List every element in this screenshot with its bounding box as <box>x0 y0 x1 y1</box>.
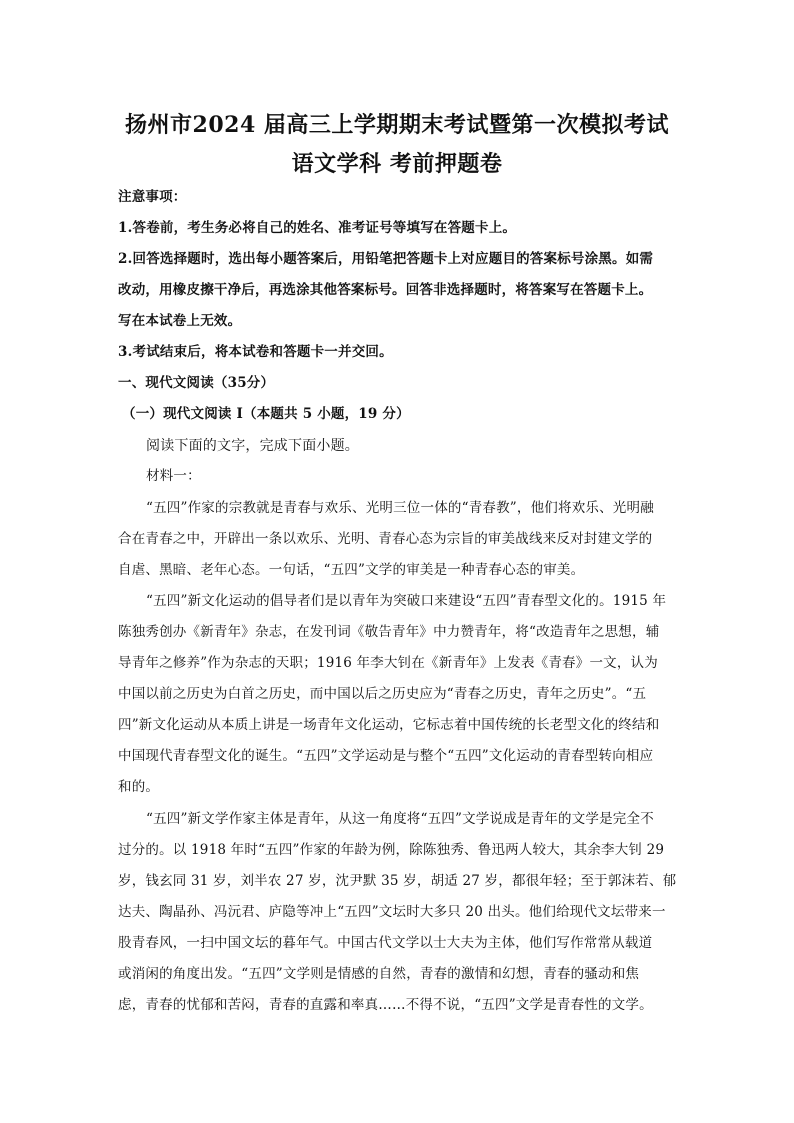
notice-line: 改动，用橡皮擦干净后，再选涂其他答案标号。回答非选择题时，将答案写在答题卡上。 <box>118 282 653 298</box>
paragraph-line: 合在青春之中，开辟出一条以欢乐、光明、青春心态为宗旨的审美战线来反对封建文学的 <box>118 531 653 547</box>
paragraph-line: “五四”作家的宗教就是青春与欢乐、光明三位一体的“青春教”，他们将欢乐、光明融 <box>146 500 654 516</box>
exam-subtitle: 语文学科 考前押题卷 <box>291 151 503 177</box>
paragraph-line: 中国以前之历史为白首之历史，而中国以后之历史应为“青春之历史，青年之历史”。“五 <box>118 686 647 702</box>
paragraph-line: 和的。 <box>118 779 160 795</box>
paragraph-line: 或消闲的角度出发。“五四”文学则是情感的自然，青春的激情和幻想，青春的骚动和焦 <box>118 966 640 982</box>
paragraph-line: 股青春风，一扫中国文坛的暮年气。中国古代文学以士大夫为主体，他们写作常常从载道 <box>118 935 653 951</box>
paragraph-line: “五四”新文学作家主体是青年，从这一角度将“五四”文学说成是青年的文学是完全不 <box>146 811 654 827</box>
paragraph-line: 岁，钱玄同 31 岁，刘半农 27 岁，沈尹默 35 岁，胡适 27 岁，都很年轻；至于郭沫若、郁 <box>118 873 677 889</box>
notice-line: 3.考试结束后，将本试卷和答题卡一并交回。 <box>118 344 393 360</box>
notice-line: 2.回答选择题时，选出每小题答案后，用铅笔把答题卡上对应题目的答案标号涂黑。如需 <box>118 251 654 267</box>
paragraph-line: 达夫、陶晶孙、冯沅君、庐隐等冲上“五四”文坛时大多只 20 出头。他们给现代文坛带来一 <box>118 904 666 920</box>
paragraph-line: 陈独秀创办《新青年》杂志，在发刊词《敬告青年》中力赞青年，将“改造青年之思想，辅 <box>118 624 660 640</box>
paragraph-line: 虑，青春的忧郁和苦闷，青春的直露和率真……不得不说，“五四”文学是青春性的文学。 <box>118 997 653 1013</box>
paragraph-line: 四”新文化运动从本质上讲是一场青年文化运动，它标志着中国传统的长老型文化的终结和 <box>118 717 660 733</box>
subsection-heading: （一）现代文阅读 I（本题共 5 小题，19 分） <box>122 406 410 422</box>
exam-title: 扬州市2024 届高三上学期期末考试暨第一次模拟考试 <box>125 112 669 138</box>
paragraph-line: “五四”新文化运动的倡导者们是以青年为突破口来建设“五四”青春型文化的。1915 年 <box>146 593 667 609</box>
material-label: 材料一： <box>146 468 201 484</box>
paragraph-line: 中国现代青春型文化的诞生。“五四”文学运动是与整个“五四”文化运动的青春型转向相应 <box>118 748 654 764</box>
notice-heading: 注意事项： <box>118 189 187 205</box>
paragraph-line: 导青年之修养”作为杂志的天职；1916 年李大钊在《新青年》上发表《青春》一文，认为 <box>118 655 658 671</box>
paragraph-line: 过分的。以 1918 年时“五四”作家的年龄为例，除陈独秀、鲁迅两人较大，其余李大钊 29 <box>118 842 665 858</box>
notice-line: 1.答卷前，考生务必将自己的姓名、准考证号等填写在答题卡上。 <box>118 220 517 236</box>
reading-instruction: 阅读下面的文字，完成下面小题。 <box>146 438 359 454</box>
paragraph-line: 自虐、黑暗、老年心态。一句话，“五四”文学的审美是一种青春心态的审美。 <box>118 562 585 578</box>
notice-line: 写在本试卷上无效。 <box>118 313 242 329</box>
section-heading: 一、现代文阅读（35分） <box>118 375 275 391</box>
